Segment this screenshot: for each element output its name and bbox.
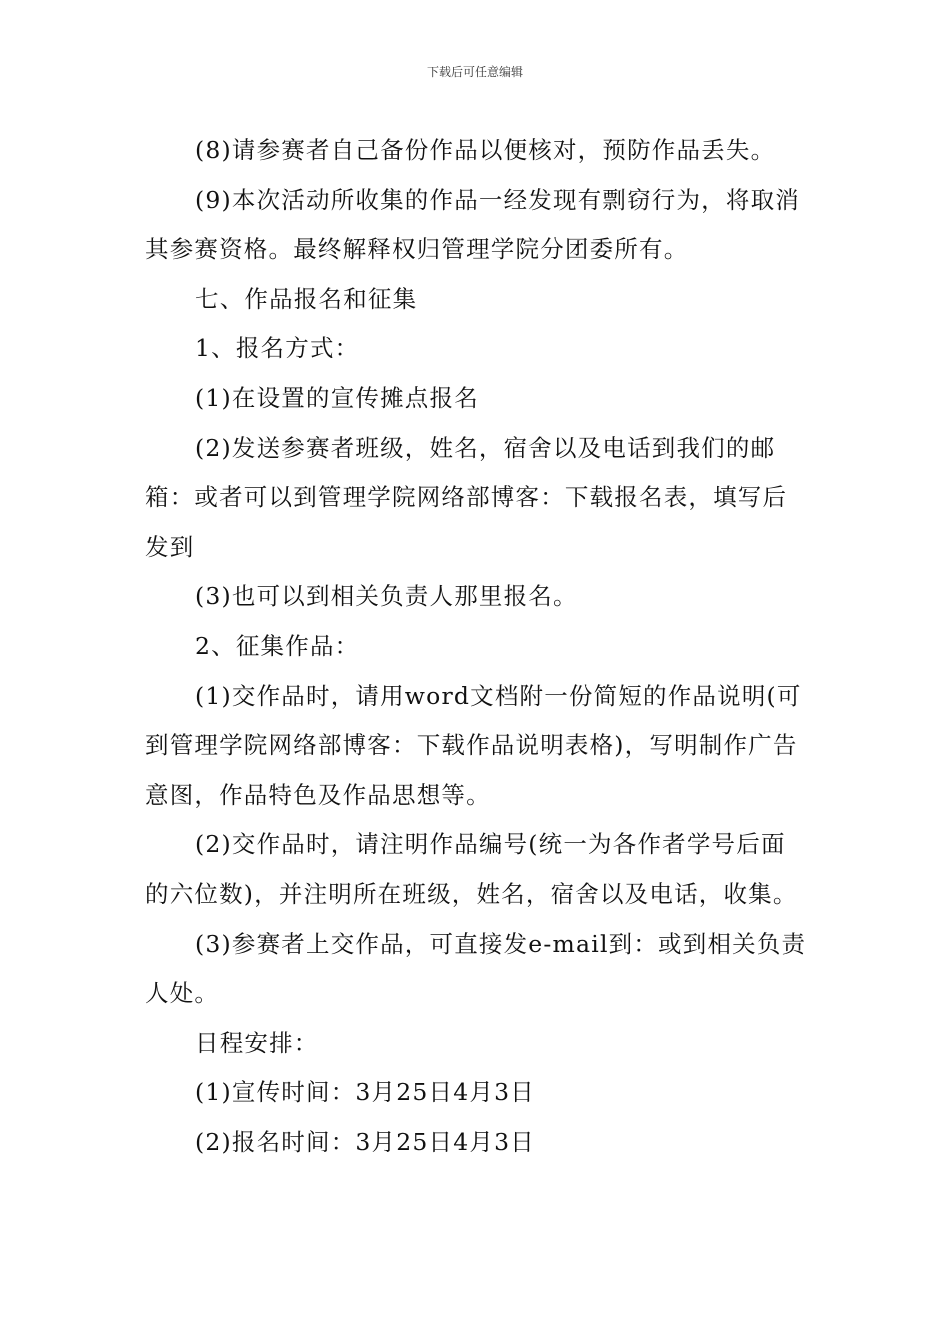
- paragraph-register-email: (2)发送参赛者班级，姓名，宿舍以及电话到我们的邮箱：或者可以到管理学院网络部博客：下载报名表，填写后发到: [145, 433, 788, 561]
- paragraph-schedule-registration: (2)报名时间：3月25日4月3日: [195, 1127, 535, 1156]
- paragraph-register-booth: (1)在设置的宣传摊点报名: [195, 383, 479, 412]
- paragraph-schedule-promotion: (1)宣传时间：3月25日4月3日: [195, 1078, 535, 1107]
- paragraph-collect-2: (2)交作品时，请注明作品编号(统一为各作者学号后面的六位数)，并注明所在班级，姓名，宿舍以及电话，收集。: [145, 830, 798, 908]
- page-header-note: 下载后可任意编辑: [426, 65, 523, 79]
- paragraph-rule-9: (9)本次活动所收集的作品一经发现有剽窃行为，将取消其参赛资格。最终解释权归管理学院分团委所有。: [145, 185, 800, 264]
- document-body: [145, 126, 807, 1167]
- paragraph-collect-1: (1)交作品时，请用word文档附一份简短的作品说明(可到管理学院网络部博客：下载作品说明表格)，写明制作广告意图，作品特色及作品思想等。: [145, 681, 802, 809]
- subheading-collect-works: 2、征集作品：: [195, 631, 360, 660]
- section-heading-registration: 七、作品报名和征集: [195, 284, 418, 313]
- paragraph-collect-3: (3)参赛者上交作品，可直接发e-mail到：或到相关负责人处。: [145, 929, 807, 1008]
- subheading-schedule: 日程安排：: [195, 1028, 319, 1057]
- paragraph-rule-8: (8)请参赛者自己备份作品以便核对，预防作品丢失。: [195, 136, 776, 164]
- paragraph-register-contact: (3)也可以到相关负责人那里报名。: [195, 582, 578, 611]
- subheading-registration-method: 1、报名方式：: [195, 334, 360, 363]
